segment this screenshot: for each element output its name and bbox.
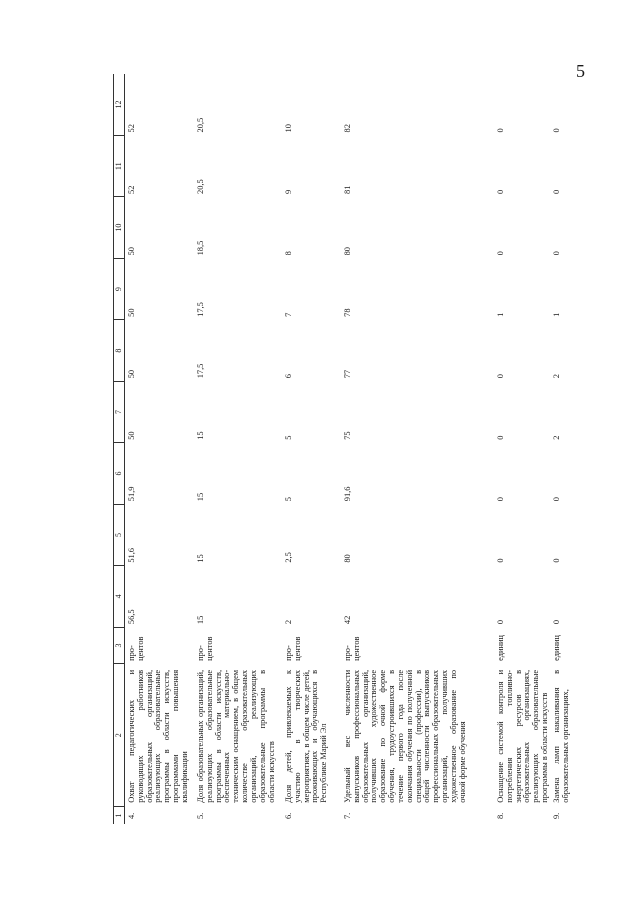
column-number: 6 [114,443,125,504]
value-cell: 2 [551,435,561,440]
column-number: 11 [114,135,125,196]
table-row [125,74,195,824]
column-number: 7 [114,381,125,442]
column-number: 10 [114,197,125,258]
table-row [550,74,583,824]
row-number: 9. [551,812,561,819]
row-number: 8. [496,812,505,819]
column-number: 8 [114,320,125,381]
value-cell: 7 [284,312,293,317]
value-cell: 52 [127,185,136,194]
value-cell: 0 [496,251,505,256]
unit-cell: единиц [551,635,561,661]
value-cell: 0 [551,128,561,133]
value-cell: 20,5 [196,179,205,194]
value-cell: 42 [343,615,352,625]
value-cell: 1 [496,312,505,317]
column-number: 1 [114,807,125,824]
column-number: 3 [114,627,125,664]
value-cell: 2 [551,374,561,379]
indicator-name: Охват педагогических и руководящих работников образовательных организаций, реализующих образовательные программы в области искусств, программами повышения квалификации [127,669,189,803]
unit-cell: про-центов [343,636,361,661]
indicators-table [113,74,583,824]
value-cell: 91,6 [343,486,352,502]
indicator-name: Удельный вес численности выпускников профессиональных образовательных организаций, получивших художественное образование по очной форме обучения, трудоустроившихся в течение первого года после окончания обучения по полученной специальности (профессии), в общей численности выпускников профессиональных образовательных организаций, получивших художественное образование по очной форме обучения [343,669,467,803]
value-cell: 50 [127,431,136,440]
value-cell: 82 [343,124,352,133]
value-cell: 0 [551,189,561,194]
value-cell: 0 [496,128,505,133]
value-cell: 0 [496,497,505,502]
value-cell: 20,5 [196,117,205,133]
value-cell: 2,5 [284,552,293,563]
value-cell: 0 [551,497,561,502]
value-cell: 15 [196,615,205,625]
value-cell: 15 [196,431,205,440]
value-cell: 2 [284,619,293,625]
table-row [341,74,494,824]
row-number: 4. [127,812,136,819]
unit-cell: про-центов [127,636,145,661]
table-row [494,74,550,824]
value-cell: 75 [343,431,352,440]
value-cell: 5 [284,435,293,440]
value-cell: 9 [284,189,293,194]
value-cell: 0 [496,558,505,563]
value-cell: 17,5 [196,363,205,379]
value-cell: 51,9 [127,486,136,502]
unit-cell: единиц [496,635,505,661]
value-cell: 0 [551,619,561,625]
column-number: 12 [114,74,125,135]
value-cell: 0 [496,189,505,194]
value-cell: 8 [284,251,293,256]
unit-cell: про-центов [284,636,302,661]
table-row [282,74,341,824]
unit-cell: про-центов [196,636,214,661]
value-cell: 56,5 [127,609,136,625]
value-cell: 81 [343,185,352,194]
indicator-name: Доля образовательных организаций, реализующих образовательные программы в области искусств, обеспеченных материально-техническим оснащением, в общем количестве образовательных организаций, реализующих образовательные программы в области искусств [196,669,276,803]
page-number: 5 [576,61,585,81]
value-cell: 10 [284,124,293,133]
value-cell: 0 [496,619,505,625]
value-cell: 77 [343,369,352,379]
indicator-name: Оснащение системой контроля и потребления топливно-энергетических ресурсов в образовательных организациях, реализующих образовательные программы в области искусств [496,669,550,803]
column-number: 5 [114,504,125,565]
value-cell: 15 [196,492,205,502]
row-number: 6. [284,812,293,819]
value-cell: 50 [127,369,136,379]
value-cell: 0 [496,435,505,440]
column-number: 2 [114,664,125,807]
value-cell: 52 [127,124,136,133]
value-cell: 80 [343,554,352,563]
value-cell: 50 [127,308,136,317]
column-number-row [114,74,125,824]
column-number: 9 [114,258,125,319]
indicator-name: Замена ламп накаливания в образовательных организациях, [551,669,570,803]
value-cell: 18,5 [196,240,205,256]
column-number: 4 [114,566,125,627]
value-cell: 0 [551,251,561,256]
table-row [194,74,282,824]
indicator-name: Доля детей, привлекаемых к участию в творческих мероприятиях, в общем числе детей, проживающих и обучающихся в Республике Марий Эл [284,669,329,803]
value-cell: 51,6 [127,548,136,563]
value-cell: 50 [127,247,136,256]
value-cell: 1 [551,312,561,317]
value-cell: 17,5 [196,302,205,317]
row-number: 7. [343,812,352,819]
indicators-table-rotated [113,74,640,824]
value-cell: 0 [496,374,505,379]
value-cell: 5 [284,497,293,502]
value-cell: 0 [551,558,561,563]
value-cell: 80 [343,247,352,256]
value-cell: 15 [196,554,205,563]
value-cell: 6 [284,374,293,379]
value-cell: 78 [343,308,352,317]
row-number: 5. [196,812,205,819]
